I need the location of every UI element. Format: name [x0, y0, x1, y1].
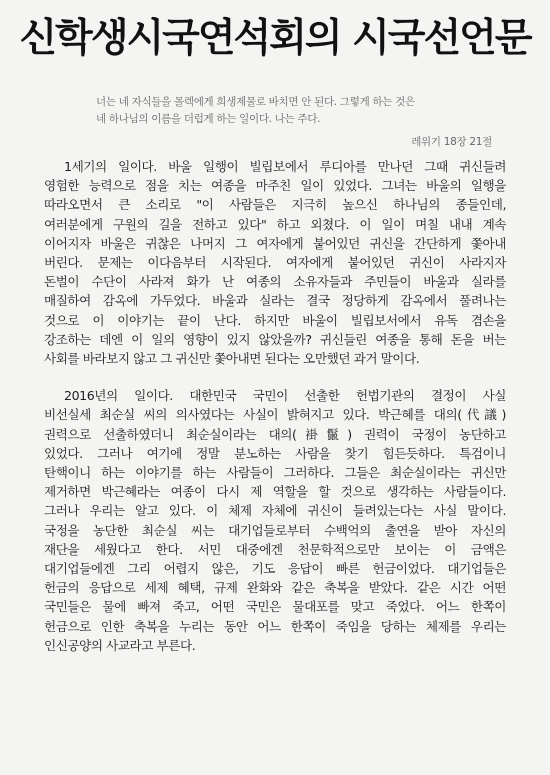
text-line: 따라오면서 큰 소리로 "이 사람들은 지극히 높으신 하나님의 종들인데,	[44, 197, 506, 213]
paragraph-first-century	[44, 157, 506, 368]
text-line: 제거하면 박근혜라는 여종이 다시 제 역할을 할 것으로 생각하는 사람들이다.	[44, 484, 506, 500]
text-line: 대기업들에겐 그리 어렵지 않은, 기도 응답이 빠른 헌금이었다. 대기업들은	[44, 561, 506, 577]
text-line: 버린다. 문제는 이다음부터 시작된다. 여자에게 붙어있던 귀신이 사라지자	[44, 255, 506, 271]
epigraph-reference: 레위기 18장 21절	[411, 136, 492, 148]
text-line: 1세기의 일이다. 바울 일행이 빌립보에서 루디아를 만나던 그때 귀신들려	[64, 159, 506, 174]
text-line: 그러나 우리는 알고 있다. 이 체제 자체에 귀신이 들려있는다는 사실 말이다.	[44, 503, 506, 519]
epigraph-line: 네 하나님의 이름을 더럽게 하는 일이다. 나는 주다.	[96, 113, 321, 125]
text-line: 비선실세 최순실 씨의 의사였다는 사실이 밝혀지고 있다. 박근혜를 대의(代議)	[44, 407, 506, 423]
text-line: 재단을 세웠다고 한다. 서민 대중에겐 천문학적으로만 보이는 이 금액은	[44, 541, 506, 557]
text-line: 2016년의 일이다. 대한민국 국민이 선출한 헌법기관의 결정이 사실	[64, 388, 506, 404]
paragraph-2016	[44, 386, 506, 655]
text-line: 이어지자 바울은 귀찮은 나머지 그 여자에게 붙어있던 귀신을 간단하게 쫓아내	[44, 235, 506, 251]
epigraph	[96, 94, 496, 151]
declaration-body	[44, 157, 506, 655]
text-line: 헌금으로 인한 축복을 누리는 동안 어느 한쪽이 죽임을 당하는 체제를 우리는	[44, 618, 506, 634]
epigraph-line: 너는 네 자식들을 몰렉에게 희생제물로 바치면 안 된다. 그렇게 하는 것은	[96, 96, 415, 108]
text-line: 강조하는 데엔 이 일의 영향이 있지 않았을까? 귀신들린 여종을 통해 돈을 버는	[44, 331, 506, 347]
text-line: 헌금의 응답으로 세제 혜택, 규제 완화와 같은 축복을 받았다. 같은 시간 어떤	[44, 580, 506, 596]
text-line: 것으로 이 이야기는 끝이 난다. 하지만 바울이 빌립보서에서 유독 겸손을	[44, 312, 506, 328]
text-line: 인신공양의 사교라고 부른다.	[44, 637, 196, 653]
text-line: 매질하여 감옥에 가두었다. 바울과 실라는 결국 정당하게 감옥에서 풀려나는	[44, 293, 506, 309]
text-line: 영험한 능력으로 점을 치는 여종을 마주친 일이 있었다. 그녀는 바울의 일행을	[44, 178, 506, 194]
document-title: 신학생시국연석회의 시국선언문	[19, 16, 531, 61]
text-line: 국민들은 물에 빠져 죽고, 어떤 국민은 물대포를 맞고 죽었다. 어느 한쪽이	[44, 599, 506, 615]
text-line: 사회를 바라보지 않고 그 귀신만 쫓아내면 된다는 오만했던 과거 말이다.	[44, 351, 420, 367]
text-line: 국정을 농단한 최순실 씨는 대기업들로부터 수백억의 출연을 받아 자신의	[44, 522, 506, 538]
text-line: 권력으로 선출하였더니 최순실이라는 대의(褂鬣) 권력이 국정이 농단하고	[44, 426, 506, 442]
text-line: 돈벌이 수단이 사라져 화가 난 여종의 소유자들과 주민들이 바울과 실라를	[44, 274, 506, 290]
text-line: 있었다. 그러나 여기에 정말 분노하는 사람을 찾기 힘든듯하다. 특검이니	[44, 445, 506, 461]
text-line: 여러분에게 구원의 길을 전하고 있다" 하고 외쳤다. 이 일이 며칠 내내 계속	[44, 216, 506, 232]
text-line: 탄핵이니 하는 이야기를 하는 사람들이 그러하다. 그들은 최순실이라는 귀신만	[44, 465, 506, 481]
